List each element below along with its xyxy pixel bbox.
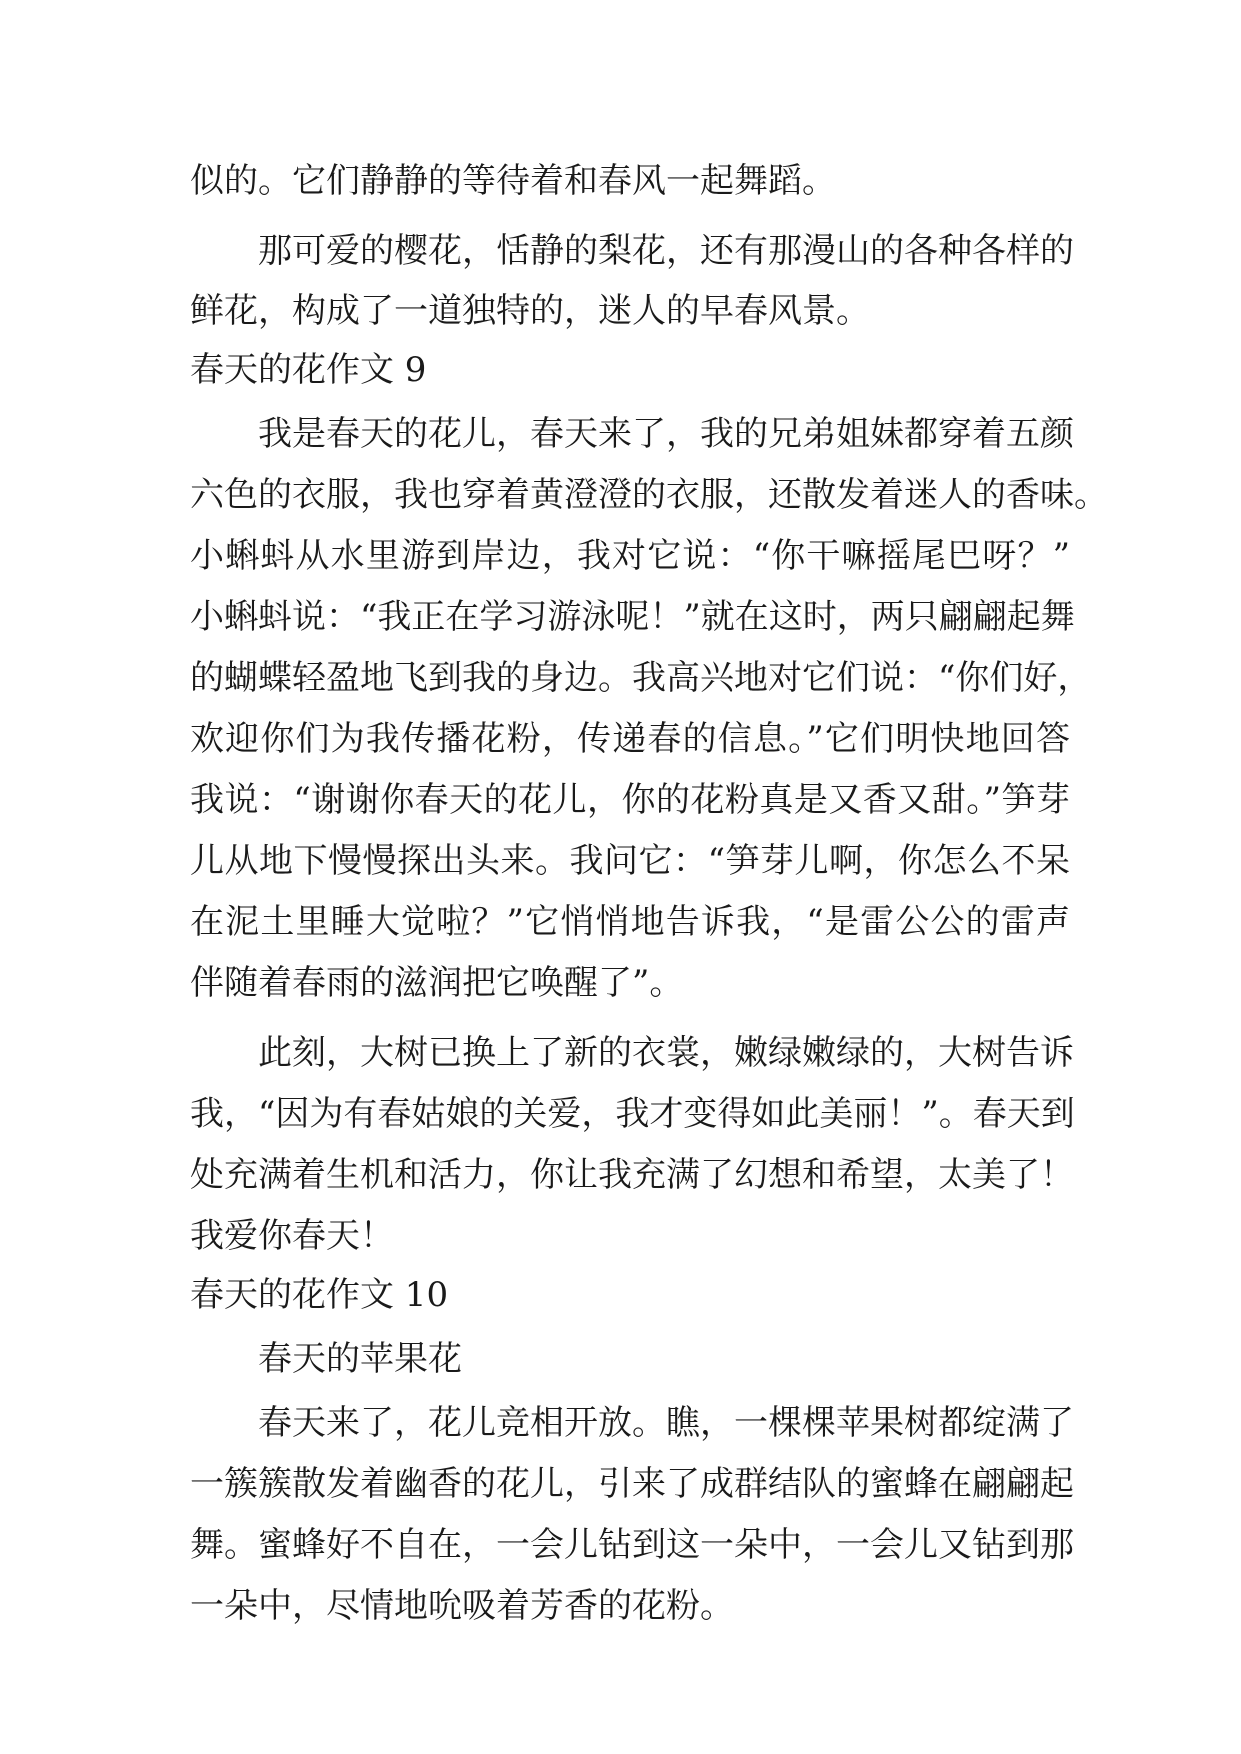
paragraph-line: 儿从地下慢慢探出头来。我问它：“笋芽儿啊，你怎么不呆 <box>190 841 1070 881</box>
essay-subtitle: 春天的苹果花 <box>258 1339 462 1379</box>
paragraph-line: 欢迎你们为我传播花粉，传递春的信息。”它们明快地回答 <box>190 719 1070 759</box>
paragraph-line: 此刻，大树已换上了新的衣裳，嫩绿嫩绿的，大树告诉 <box>258 1033 1074 1073</box>
paragraph-line: 我爱你春天！ <box>190 1216 394 1256</box>
section-heading: 春天的花作文 9 <box>190 350 427 390</box>
paragraph-line: 小蝌蚪说：“我正在学习游泳呢！”就在这时，两只翩翩起舞 <box>190 597 1075 637</box>
paragraph-line: 鲜花，构成了一道独特的，迷人的早春风景。 <box>190 291 870 331</box>
paragraph-line: 的蝴蝶轻盈地飞到我的身边。我高兴地对它们说：“你们好， <box>190 658 1092 698</box>
paragraph-line: 六色的衣服，我也穿着黄澄澄的衣服，还散发着迷人的香味。 <box>190 475 1108 515</box>
paragraph-line: 在泥土里睡大觉啦？”它悄悄地告诉我，“是雷公公的雷声 <box>190 902 1070 942</box>
section-heading: 春天的花作文 10 <box>190 1275 449 1315</box>
paragraph-line: 我，“因为有春姑娘的关爱，我才变得如此美丽！”。春天到 <box>190 1094 1075 1134</box>
paragraph-line: 小蝌蚪从水里游到岸边，我对它说：“你干嘛摇尾巴呀？” <box>190 536 1070 576</box>
paragraph-line: 处充满着生机和活力，你让我充满了幻想和希望，太美了！ <box>190 1155 1074 1195</box>
paragraph-line: 我说：“谢谢你春天的花儿，你的花粉真是又香又甜。”笋芽 <box>190 780 1070 820</box>
paragraph-line: 一朵中，尽情地吮吸着芳香的花粉。 <box>190 1586 734 1626</box>
paragraph-line: 伴随着春雨的滋润把它唤醒了”。 <box>190 963 684 1003</box>
paragraph-line: 我是春天的花儿，春天来了，我的兄弟姐妹都穿着五颜 <box>258 414 1074 454</box>
paragraph-line: 似的。它们静静的等待着和春风一起舞蹈。 <box>190 161 836 201</box>
paragraph-line: 舞。蜜蜂好不自在，一会儿钻到这一朵中，一会儿又钻到那 <box>190 1525 1074 1565</box>
paragraph-line: 一簇簇散发着幽香的花儿，引来了成群结队的蜜蜂在翩翩起 <box>190 1464 1074 1504</box>
paragraph-line: 春天来了，花儿竞相开放。瞧，一棵棵苹果树都绽满了 <box>258 1403 1074 1443</box>
paragraph-line: 那可爱的樱花，恬静的梨花，还有那漫山的各种各样的 <box>258 231 1074 271</box>
